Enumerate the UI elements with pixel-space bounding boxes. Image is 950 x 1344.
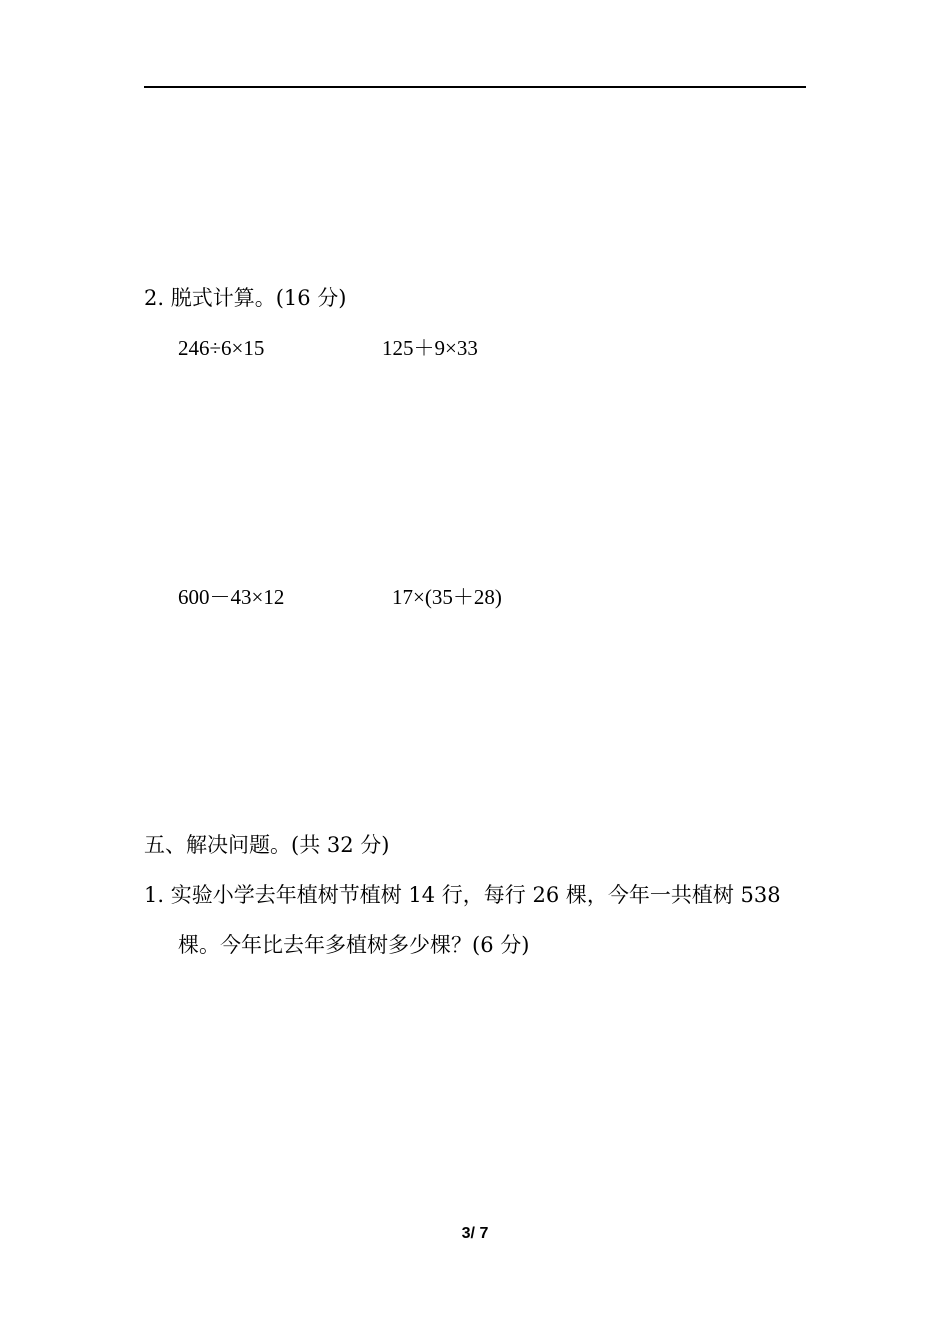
section-5-title: 五、解决问题。(共 32 分) [144, 833, 390, 857]
header-rule [144, 86, 806, 88]
expression-2: 125＋9×33 [382, 336, 478, 360]
page-number: 3/ 7 [461, 1225, 489, 1242]
expression-1: 246÷6×15 [178, 336, 265, 360]
expression-3: 600－43×12 [178, 585, 285, 609]
expression-4: 17×(35＋28) [392, 585, 502, 609]
question-2-title: 2. 脱式计算。(16 分) [144, 286, 347, 310]
problem-1-line-2: 棵。今年比去年多植树多少棵？(6 分) [178, 933, 530, 957]
problem-1-line-1: 1. 实验小学去年植树节植树 14 行，每行 26 棵，今年一共植树 538 [144, 883, 781, 907]
